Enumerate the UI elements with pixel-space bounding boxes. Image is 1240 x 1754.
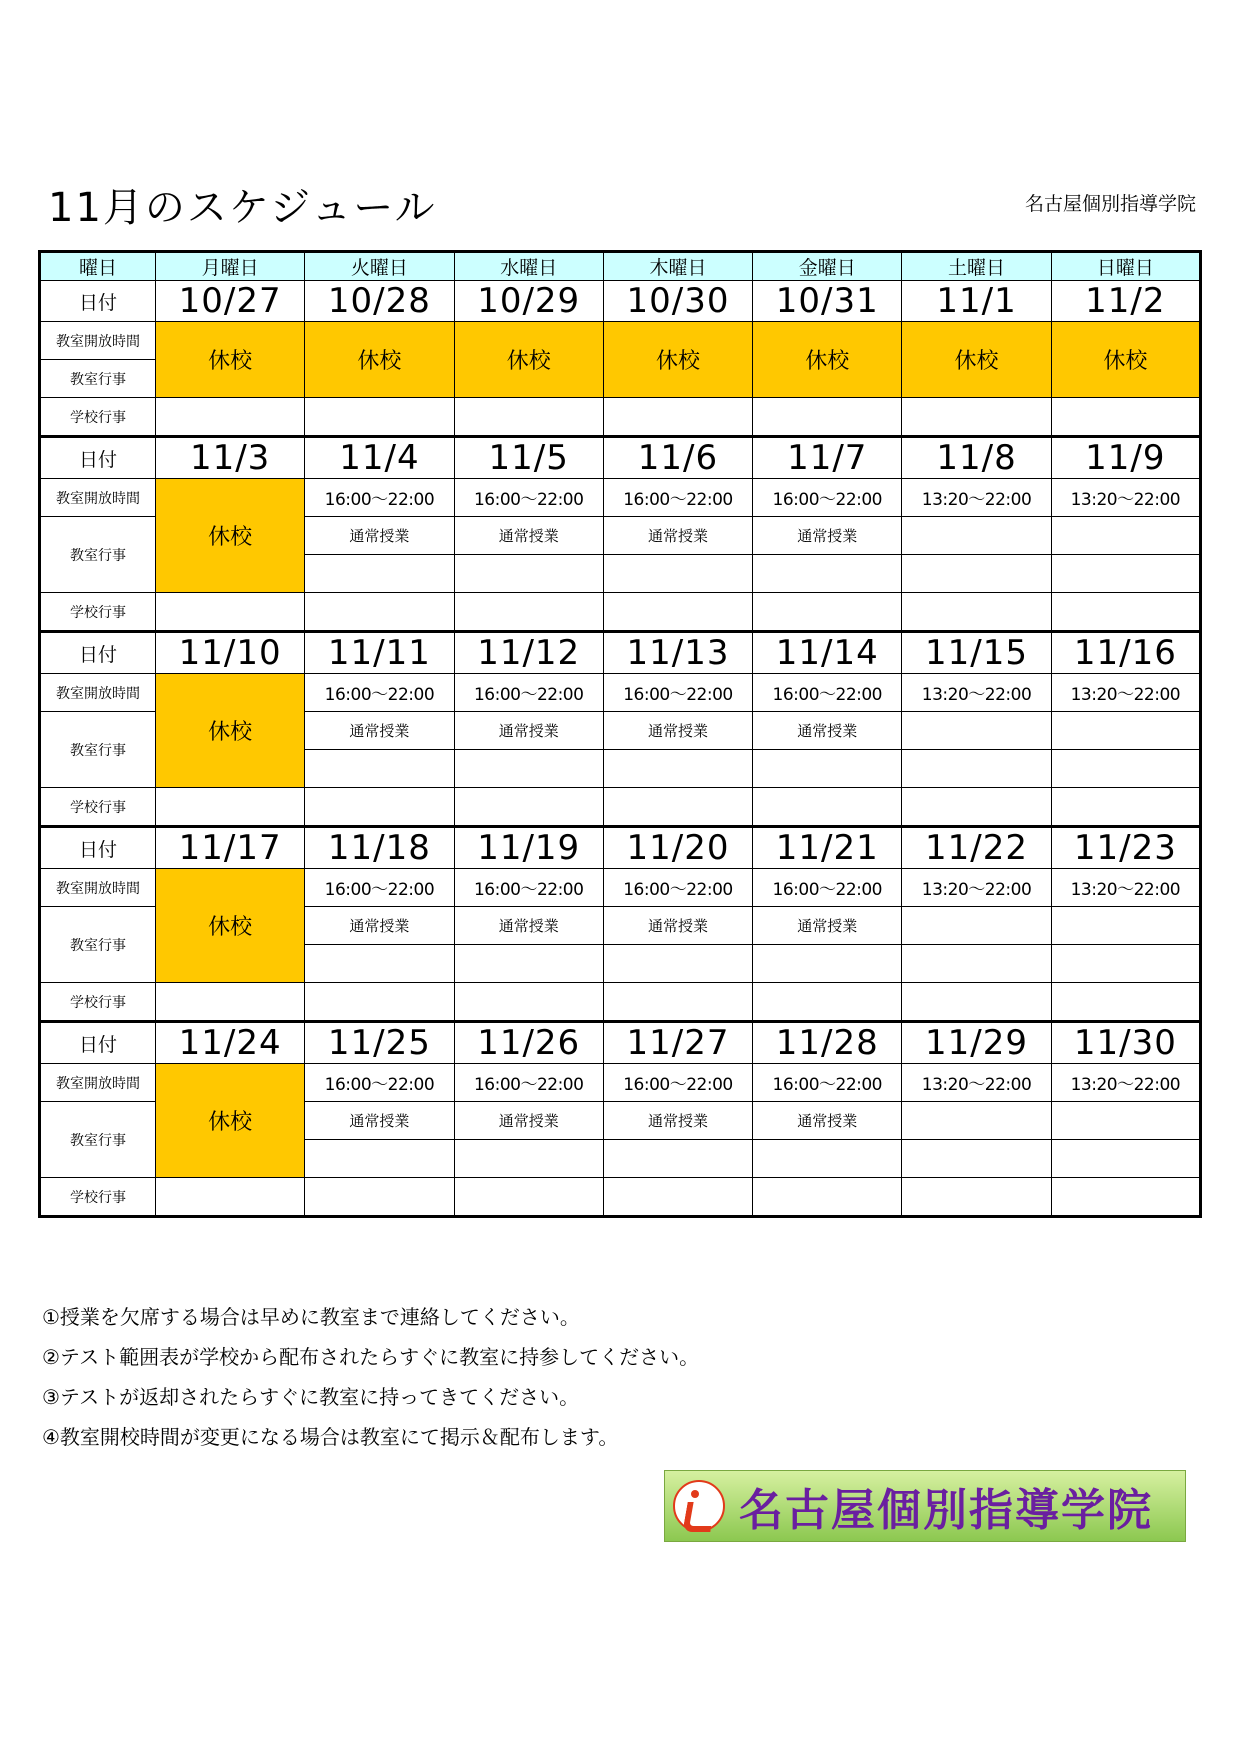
weekday-sunday: 日曜日 bbox=[1051, 252, 1200, 281]
closed-cell: 休校 bbox=[156, 869, 305, 983]
date-cell: 11/27 bbox=[603, 1022, 752, 1064]
open-hours-cell: 13:20～22:00 bbox=[1051, 479, 1200, 517]
class-event-cell-blank bbox=[1051, 750, 1200, 788]
date-cell: 11/8 bbox=[902, 437, 1051, 479]
class-event-cell bbox=[902, 907, 1051, 945]
date-row bbox=[40, 827, 1201, 869]
date-cell: 10/30 bbox=[603, 281, 752, 322]
closed-cell: 休校 bbox=[1051, 322, 1200, 398]
note-item: ④教室開校時間が変更になる場合は教室にて掲示＆配布します。 bbox=[42, 1425, 619, 1449]
class-event-cell: 通常授業 bbox=[454, 712, 603, 750]
school-event-cell bbox=[305, 1178, 454, 1217]
date-label: 日付 bbox=[40, 437, 156, 479]
class-events-label: 教室行事 bbox=[40, 517, 156, 593]
class-event-cell: 通常授業 bbox=[305, 517, 454, 555]
school-logo bbox=[664, 1470, 1186, 1542]
date-cell: 11/15 bbox=[902, 632, 1051, 674]
organization-name: 名古屋個別指導学院 bbox=[1024, 193, 1196, 215]
open-hours-cell: 16:00～22:00 bbox=[603, 479, 752, 517]
school-events-row bbox=[40, 398, 1201, 437]
class-event-cell-blank bbox=[1051, 1140, 1200, 1178]
date-cell: 11/20 bbox=[603, 827, 752, 869]
school-event-cell bbox=[156, 788, 305, 827]
open-hours-cell: 16:00～22:00 bbox=[753, 869, 902, 907]
date-cell: 11/21 bbox=[753, 827, 902, 869]
open-hours-cell: 16:00～22:00 bbox=[603, 869, 752, 907]
weekday-saturday: 土曜日 bbox=[902, 252, 1051, 281]
open-hours-cell: 13:20～22:00 bbox=[1051, 869, 1200, 907]
open-hours-cell: 16:00～22:00 bbox=[305, 674, 454, 712]
open-hours-cell: 16:00～22:00 bbox=[603, 674, 752, 712]
school-events-label: 学校行事 bbox=[40, 398, 156, 437]
class-event-cell-blank bbox=[603, 750, 752, 788]
class-event-cell-blank bbox=[603, 945, 752, 983]
open-hours-cell: 16:00～22:00 bbox=[603, 1064, 752, 1102]
school-event-cell bbox=[156, 593, 305, 632]
date-row bbox=[40, 632, 1201, 674]
open-hours-cell: 13:20～22:00 bbox=[902, 479, 1051, 517]
class-event-cell-blank bbox=[753, 945, 902, 983]
date-cell: 11/28 bbox=[753, 1022, 902, 1064]
school-events-label: 学校行事 bbox=[40, 1178, 156, 1217]
class-event-cell-blank bbox=[902, 750, 1051, 788]
school-event-cell bbox=[753, 983, 902, 1022]
closed-cell: 休校 bbox=[454, 322, 603, 398]
date-cell: 11/16 bbox=[1051, 632, 1200, 674]
note-item: ③テストが返却されたらすぐに教室に持ってきてください。 bbox=[42, 1385, 580, 1409]
class-event-cell: 通常授業 bbox=[753, 907, 902, 945]
class-event-cell-blank bbox=[1051, 555, 1200, 593]
school-event-cell bbox=[156, 398, 305, 437]
open-hours-cell: 13:20～22:00 bbox=[902, 869, 1051, 907]
class-event-cell: 通常授業 bbox=[603, 907, 752, 945]
open-hours-cell: 13:20～22:00 bbox=[902, 674, 1051, 712]
school-event-cell bbox=[902, 1178, 1051, 1217]
class-event-cell-blank bbox=[1051, 945, 1200, 983]
date-cell: 10/27 bbox=[156, 281, 305, 322]
class-events-label: 教室行事 bbox=[40, 1102, 156, 1178]
class-event-cell bbox=[902, 712, 1051, 750]
class-event-cell: 通常授業 bbox=[305, 1102, 454, 1140]
weekday-thursday: 木曜日 bbox=[603, 252, 752, 281]
class-event-cell: 通常授業 bbox=[603, 712, 752, 750]
school-event-cell bbox=[1051, 398, 1200, 437]
weekday-header-row bbox=[40, 252, 1201, 281]
school-event-cell bbox=[902, 788, 1051, 827]
class-event-cell: 通常授業 bbox=[454, 1102, 603, 1140]
class-event-cell: 通常授業 bbox=[454, 517, 603, 555]
open-hours-cell: 16:00～22:00 bbox=[454, 479, 603, 517]
class-event-cell-blank bbox=[753, 1140, 902, 1178]
school-event-cell bbox=[454, 983, 603, 1022]
date-row bbox=[40, 437, 1201, 479]
class-event-cell-blank bbox=[603, 1140, 752, 1178]
date-cell: 11/19 bbox=[454, 827, 603, 869]
class-event-cell bbox=[1051, 517, 1200, 555]
class-event-cell-blank bbox=[902, 555, 1051, 593]
closed-cell: 休校 bbox=[305, 322, 454, 398]
open-hours-cell: 13:20～22:00 bbox=[902, 1064, 1051, 1102]
class-event-cell: 通常授業 bbox=[753, 1102, 902, 1140]
weekday-monday: 月曜日 bbox=[156, 252, 305, 281]
class-event-cell-blank bbox=[753, 555, 902, 593]
date-cell: 11/22 bbox=[902, 827, 1051, 869]
class-event-cell-blank bbox=[305, 750, 454, 788]
note-item: ②テスト範囲表が学校から配布されたらすぐに教室に持参してください。 bbox=[42, 1345, 700, 1369]
school-event-cell bbox=[603, 788, 752, 827]
school-event-cell bbox=[305, 983, 454, 1022]
date-cell: 11/14 bbox=[753, 632, 902, 674]
date-cell: 11/11 bbox=[305, 632, 454, 674]
open-hours-cell: 16:00～22:00 bbox=[454, 1064, 603, 1102]
school-events-label: 学校行事 bbox=[40, 983, 156, 1022]
school-events-row bbox=[40, 593, 1201, 632]
weekday-label: 曜日 bbox=[40, 252, 156, 281]
open-hours-row bbox=[40, 1064, 1201, 1102]
school-event-cell bbox=[454, 398, 603, 437]
date-cell: 11/3 bbox=[156, 437, 305, 479]
class-event-cell-blank bbox=[454, 1140, 603, 1178]
school-event-cell bbox=[753, 593, 902, 632]
closed-cell: 休校 bbox=[902, 322, 1051, 398]
class-event-cell-blank bbox=[305, 555, 454, 593]
date-cell: 11/1 bbox=[902, 281, 1051, 322]
class-event-cell-blank bbox=[902, 1140, 1051, 1178]
open-hours-cell: 16:00～22:00 bbox=[305, 479, 454, 517]
class-event-cell-blank bbox=[305, 945, 454, 983]
open-hours-cell: 13:20～22:00 bbox=[1051, 1064, 1200, 1102]
school-event-cell bbox=[305, 593, 454, 632]
date-label: 日付 bbox=[40, 827, 156, 869]
date-cell: 11/17 bbox=[156, 827, 305, 869]
open-hours-label: 教室開放時間 bbox=[40, 1064, 156, 1102]
class-event-cell: 通常授業 bbox=[454, 907, 603, 945]
class-events-label: 教室行事 bbox=[40, 712, 156, 788]
school-event-cell bbox=[603, 983, 752, 1022]
class-event-cell bbox=[902, 1102, 1051, 1140]
school-event-cell bbox=[902, 983, 1051, 1022]
school-events-row bbox=[40, 1178, 1201, 1217]
date-row bbox=[40, 1022, 1201, 1064]
date-cell: 11/4 bbox=[305, 437, 454, 479]
school-event-cell bbox=[753, 788, 902, 827]
school-event-cell bbox=[753, 398, 902, 437]
class-event-cell-blank bbox=[454, 555, 603, 593]
closed-cell: 休校 bbox=[156, 674, 305, 788]
school-event-cell bbox=[305, 788, 454, 827]
school-event-cell bbox=[454, 593, 603, 632]
date-label: 日付 bbox=[40, 1022, 156, 1064]
date-row bbox=[40, 281, 1201, 322]
class-event-cell-blank bbox=[454, 750, 603, 788]
date-cell: 11/13 bbox=[603, 632, 752, 674]
class-event-cell-blank bbox=[902, 945, 1051, 983]
school-event-cell bbox=[156, 983, 305, 1022]
date-cell: 10/29 bbox=[454, 281, 603, 322]
class-event-cell bbox=[1051, 1102, 1200, 1140]
class-event-cell: 通常授業 bbox=[305, 712, 454, 750]
open-hours-cell: 16:00～22:00 bbox=[305, 1064, 454, 1102]
open-hours-cell: 16:00～22:00 bbox=[753, 674, 902, 712]
school-events-row bbox=[40, 983, 1201, 1022]
class-event-cell-blank bbox=[454, 945, 603, 983]
class-event-cell bbox=[1051, 907, 1200, 945]
school-event-cell bbox=[603, 1178, 752, 1217]
date-cell: 10/31 bbox=[753, 281, 902, 322]
open-hours-cell: 16:00～22:00 bbox=[454, 674, 603, 712]
date-cell: 11/5 bbox=[454, 437, 603, 479]
class-events-label: 教室行事 bbox=[40, 907, 156, 983]
school-event-cell bbox=[902, 398, 1051, 437]
school-events-label: 学校行事 bbox=[40, 593, 156, 632]
school-event-cell bbox=[603, 398, 752, 437]
open-hours-cell: 16:00～22:00 bbox=[454, 869, 603, 907]
school-event-cell bbox=[753, 1178, 902, 1217]
open-hours-label: 教室開放時間 bbox=[40, 674, 156, 712]
date-cell: 11/18 bbox=[305, 827, 454, 869]
open-hours-row bbox=[40, 322, 1201, 360]
date-cell: 11/29 bbox=[902, 1022, 1051, 1064]
class-event-cell-blank bbox=[305, 1140, 454, 1178]
date-cell: 11/26 bbox=[454, 1022, 603, 1064]
open-hours-row bbox=[40, 479, 1201, 517]
class-event-cell-blank bbox=[753, 750, 902, 788]
open-hours-row bbox=[40, 674, 1201, 712]
page-title: 11月のスケジュール bbox=[48, 185, 437, 231]
school-event-cell bbox=[1051, 1178, 1200, 1217]
school-event-cell bbox=[603, 593, 752, 632]
open-hours-cell: 13:20～22:00 bbox=[1051, 674, 1200, 712]
open-hours-label: 教室開放時間 bbox=[40, 869, 156, 907]
date-cell: 11/6 bbox=[603, 437, 752, 479]
closed-cell: 休校 bbox=[156, 322, 305, 398]
school-event-cell bbox=[1051, 593, 1200, 632]
logo-text: 名古屋個別指導学院 bbox=[739, 1485, 1153, 1536]
school-event-cell bbox=[1051, 983, 1200, 1022]
school-event-cell bbox=[454, 788, 603, 827]
class-event-cell: 通常授業 bbox=[753, 712, 902, 750]
open-hours-label: 教室開放時間 bbox=[40, 479, 156, 517]
school-event-cell bbox=[902, 593, 1051, 632]
open-hours-cell: 16:00～22:00 bbox=[753, 479, 902, 517]
date-cell: 11/9 bbox=[1051, 437, 1200, 479]
open-hours-row bbox=[40, 869, 1201, 907]
date-cell: 11/23 bbox=[1051, 827, 1200, 869]
weekday-tuesday: 火曜日 bbox=[305, 252, 454, 281]
open-hours-cell: 16:00～22:00 bbox=[305, 869, 454, 907]
closed-cell: 休校 bbox=[156, 1064, 305, 1178]
date-label: 日付 bbox=[40, 632, 156, 674]
weekday-wednesday: 水曜日 bbox=[454, 252, 603, 281]
class-event-cell bbox=[902, 517, 1051, 555]
class-event-cell-blank bbox=[603, 555, 752, 593]
date-cell: 11/30 bbox=[1051, 1022, 1200, 1064]
class-event-cell: 通常授業 bbox=[603, 517, 752, 555]
date-cell: 11/12 bbox=[454, 632, 603, 674]
school-event-cell bbox=[156, 1178, 305, 1217]
date-cell: 11/2 bbox=[1051, 281, 1200, 322]
weekday-friday: 金曜日 bbox=[753, 252, 902, 281]
schedule-table bbox=[38, 250, 1202, 1218]
date-cell: 11/25 bbox=[305, 1022, 454, 1064]
closed-cell: 休校 bbox=[753, 322, 902, 398]
school-event-cell bbox=[305, 398, 454, 437]
notes-list bbox=[42, 1297, 699, 1457]
open-hours-label: 教室開放時間 bbox=[40, 322, 156, 360]
class-events-label: 教室行事 bbox=[40, 360, 156, 398]
class-event-cell bbox=[1051, 712, 1200, 750]
open-hours-cell: 16:00～22:00 bbox=[753, 1064, 902, 1102]
note-item: ①授業を欠席する場合は早めに教室まで連絡してください。 bbox=[42, 1305, 580, 1329]
school-events-row bbox=[40, 788, 1201, 827]
school-events-label: 学校行事 bbox=[40, 788, 156, 827]
class-event-cell: 通常授業 bbox=[305, 907, 454, 945]
date-cell: 11/24 bbox=[156, 1022, 305, 1064]
date-cell: 10/28 bbox=[305, 281, 454, 322]
school-event-cell bbox=[454, 1178, 603, 1217]
closed-cell: 休校 bbox=[603, 322, 752, 398]
date-label: 日付 bbox=[40, 281, 156, 322]
date-cell: 11/10 bbox=[156, 632, 305, 674]
class-event-cell: 通常授業 bbox=[753, 517, 902, 555]
logo-mark-icon bbox=[673, 1480, 725, 1532]
school-event-cell bbox=[1051, 788, 1200, 827]
class-event-cell: 通常授業 bbox=[603, 1102, 752, 1140]
closed-cell: 休校 bbox=[156, 479, 305, 593]
date-cell: 11/7 bbox=[753, 437, 902, 479]
